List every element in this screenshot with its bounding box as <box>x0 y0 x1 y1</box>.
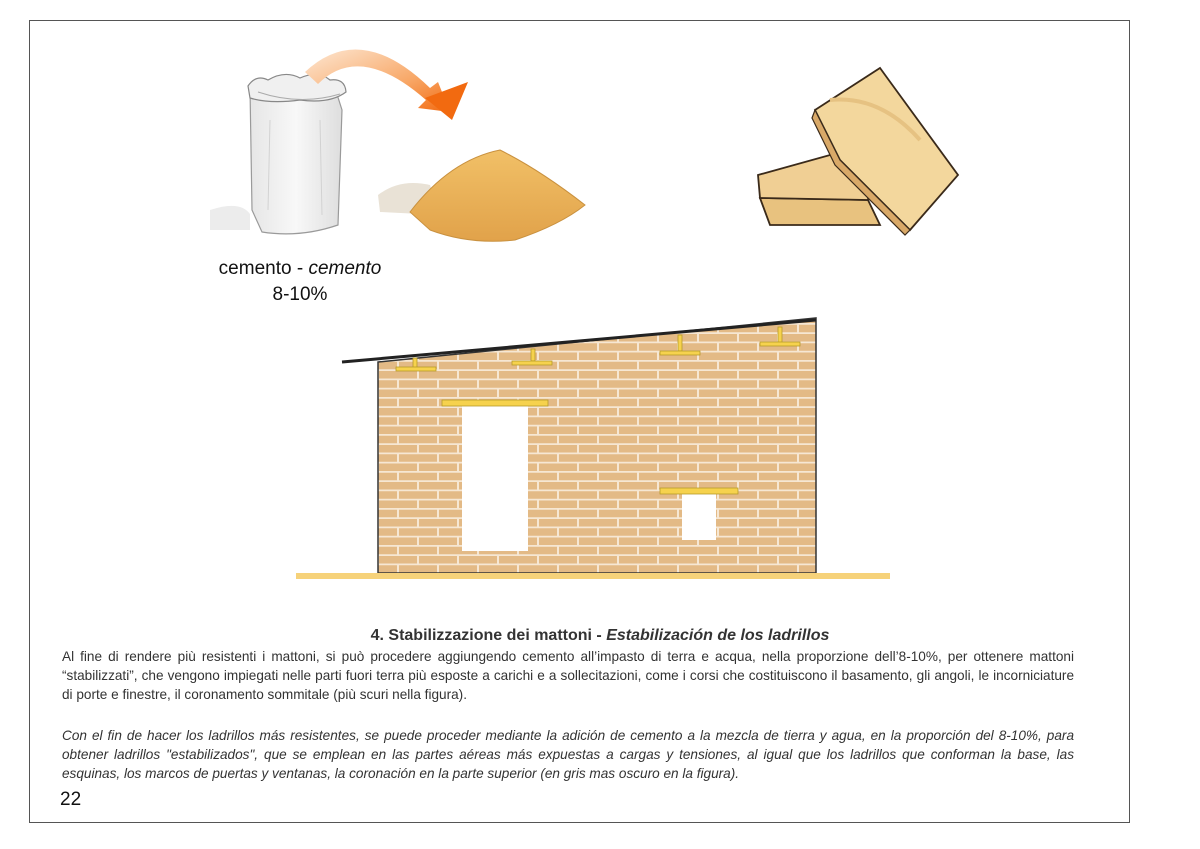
window-opening <box>682 494 716 540</box>
stacked-bricks-icon <box>758 68 958 235</box>
cement-label-it: cemento <box>218 258 292 279</box>
page-number: 22 <box>60 789 82 810</box>
section-title-it: 4. Stabilizzazione dei mattoni <box>370 627 592 644</box>
section-title-es: Estabilización de los ladrillos <box>606 627 830 644</box>
paragraph-spanish: Con el fin de hacer los ladrillos más resistentes, se puede proceder mediante la adición de cemento a la mezcla de tierra y agua, en la proporción del 8-10%, para obtener ladrillos "estabilizados", que se emplean en las partes aéreas más expuestas a cargas y tensiones, al igual que los ladrillos que conforman la base, las esquinas, los marcos de puertas y ventanas, la coronación en la parte superior (en gris mas oscuro en la figura). <box>62 728 1074 781</box>
window-lintel <box>660 488 738 494</box>
cement-label-es: cemento <box>308 258 382 279</box>
ground-line <box>296 573 890 579</box>
section-title <box>100 627 1100 645</box>
cement-caption <box>180 256 420 308</box>
section-title-separator: - <box>591 627 607 644</box>
cement-percentage: 8-10% <box>272 284 328 305</box>
cement-label-separator: - <box>291 258 309 279</box>
paragraph-italian: Al fine di rendere più resistenti i mattoni, si può procedere aggiungendo cemento all’impasto di terra e acqua, nella proporzione dell’8-10%, per ottenere mattoni “stabilizzati”, che vengono impiegati nelle parti fuori terra più esposte a carichi e a sollecitazioni, come i corsi che costituiscono il basamento, gli angoli, le incorniciature di porte e finestre, il coronamento sommitale (più scuri nella figura). <box>62 649 1074 702</box>
cement-bag-icon <box>210 74 346 233</box>
door-opening <box>462 406 528 551</box>
door-lintel <box>442 400 548 406</box>
sand-pile-icon <box>378 150 585 241</box>
